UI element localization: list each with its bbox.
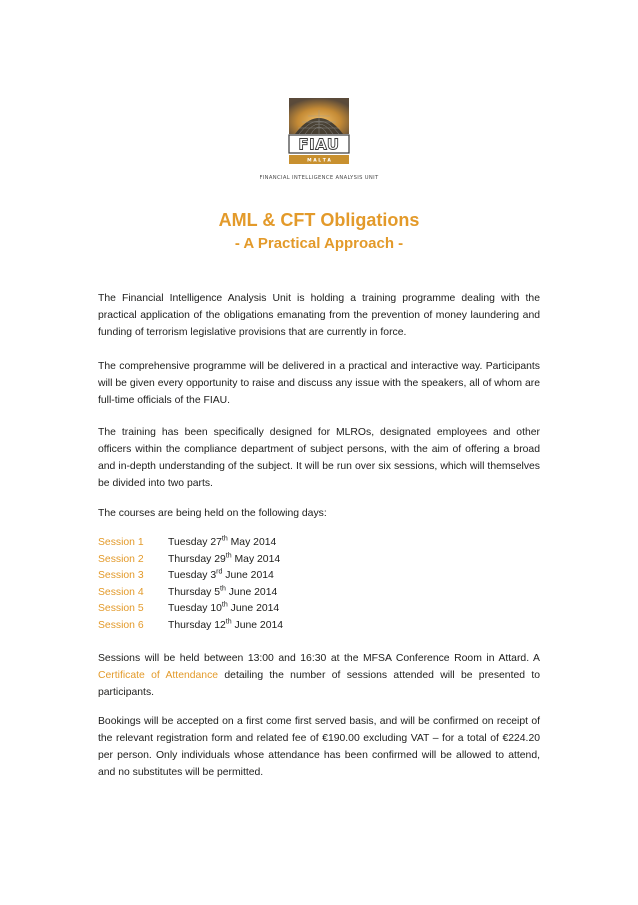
session-day: 29 xyxy=(214,553,226,565)
session-day-suffix: th xyxy=(225,618,232,626)
session-label: Session 2 xyxy=(98,553,144,565)
audience-paragraph: The training has been specifically designed for MLROs, designated employees and other officers within the compliance department of subject persons, with the aim of offering a broad and in-depth understanding of the subject. It will be run over six sessions, which will themselves be divided into two parts. xyxy=(98,427,540,489)
session-month-year: June 2014 xyxy=(228,586,278,598)
document-subtitle: - A Practical Approach - xyxy=(234,235,404,252)
session-month-year: June 2014 xyxy=(230,603,280,615)
session-day-suffix: th xyxy=(221,601,228,609)
venue-paragraph xyxy=(98,650,540,701)
session-day-suffix: th xyxy=(221,535,228,543)
session-month-year: June 2014 xyxy=(225,570,274,582)
session-label: Session 3 xyxy=(98,570,144,582)
session-weekday: Thursday xyxy=(168,553,212,565)
logo-tagline: FINANCIAL INTELLIGENCE ANALYSIS UNIT xyxy=(259,175,379,181)
document-title: AML & CFT Obligations xyxy=(218,210,420,230)
session-month-year: May 2014 xyxy=(230,537,277,548)
intro-paragraph: The Financial Intelligence Analysis Unit is holding a training programme dealing with the practical application of the obligations emanating from the prevention of money laundering and funding of terrorism legislative provisions that are currently in force. xyxy=(98,293,540,338)
bookings-paragraph: Bookings will be accepted on a first come first served basis, and will be confirmed on receipt of the relevant registration form and related fee of €190.00 excluding VAT – for a total of €224.20 per person. Only individuals whose attendance has been confirmed will be allowed to attend, and no substitutes will be permitted. xyxy=(98,716,540,778)
session-row xyxy=(98,618,283,635)
session-weekday: Thursday xyxy=(168,619,212,631)
delivery-paragraph: The comprehensive programme will be delivered in a practical and interactive way. Participants will be given every opportunity to raise and discuss any issue with the speakers, all of whom are full-time officials of the FIAU. xyxy=(98,361,540,406)
session-row xyxy=(98,535,283,552)
session-day-suffix: th xyxy=(225,552,232,560)
session-day: 3 xyxy=(210,570,217,582)
session-label: Session 6 xyxy=(98,619,144,631)
session-month-year: June 2014 xyxy=(234,619,284,631)
session-row xyxy=(98,601,283,618)
session-weekday: Thursday xyxy=(168,586,212,598)
fiau-emblem-graphic xyxy=(281,98,357,166)
session-day: 10 xyxy=(210,603,222,615)
days-intro: The courses are being held on the following days: xyxy=(98,508,327,519)
session-row xyxy=(98,568,283,585)
session-weekday: Tuesday xyxy=(168,537,208,548)
session-day-suffix: rd xyxy=(216,568,223,576)
session-day-suffix: th xyxy=(220,585,226,593)
fiau-emblem xyxy=(281,98,357,166)
certificate-of-attendance: Certificate of Attendance xyxy=(98,670,219,681)
session-label: Session 5 xyxy=(98,603,144,615)
fiau-logo xyxy=(0,98,638,181)
session-weekday: Tuesday xyxy=(168,603,208,615)
fiau-wordmark-text: FIAU xyxy=(298,135,340,154)
session-label: Session 4 xyxy=(98,586,144,598)
malta-text: M A L T A xyxy=(307,158,331,164)
venue-text: Sessions will be held between 13:00 and 16:30 at the MFSA Conference Room in Attard. A xyxy=(98,653,540,664)
session-day: 12 xyxy=(214,619,226,631)
session-day: 5 xyxy=(214,586,220,598)
session-month-year: May 2014 xyxy=(234,553,281,565)
fiau-wordmark xyxy=(289,135,349,154)
session-label: Session 1 xyxy=(98,537,144,548)
session-day: 27 xyxy=(210,537,222,548)
session-list xyxy=(98,535,283,635)
session-weekday: Tuesday xyxy=(168,570,208,582)
certificate-description: detailing the number of sessions attended will be presented to participants. xyxy=(98,670,541,698)
session-row xyxy=(98,585,283,602)
session-row xyxy=(98,552,283,569)
